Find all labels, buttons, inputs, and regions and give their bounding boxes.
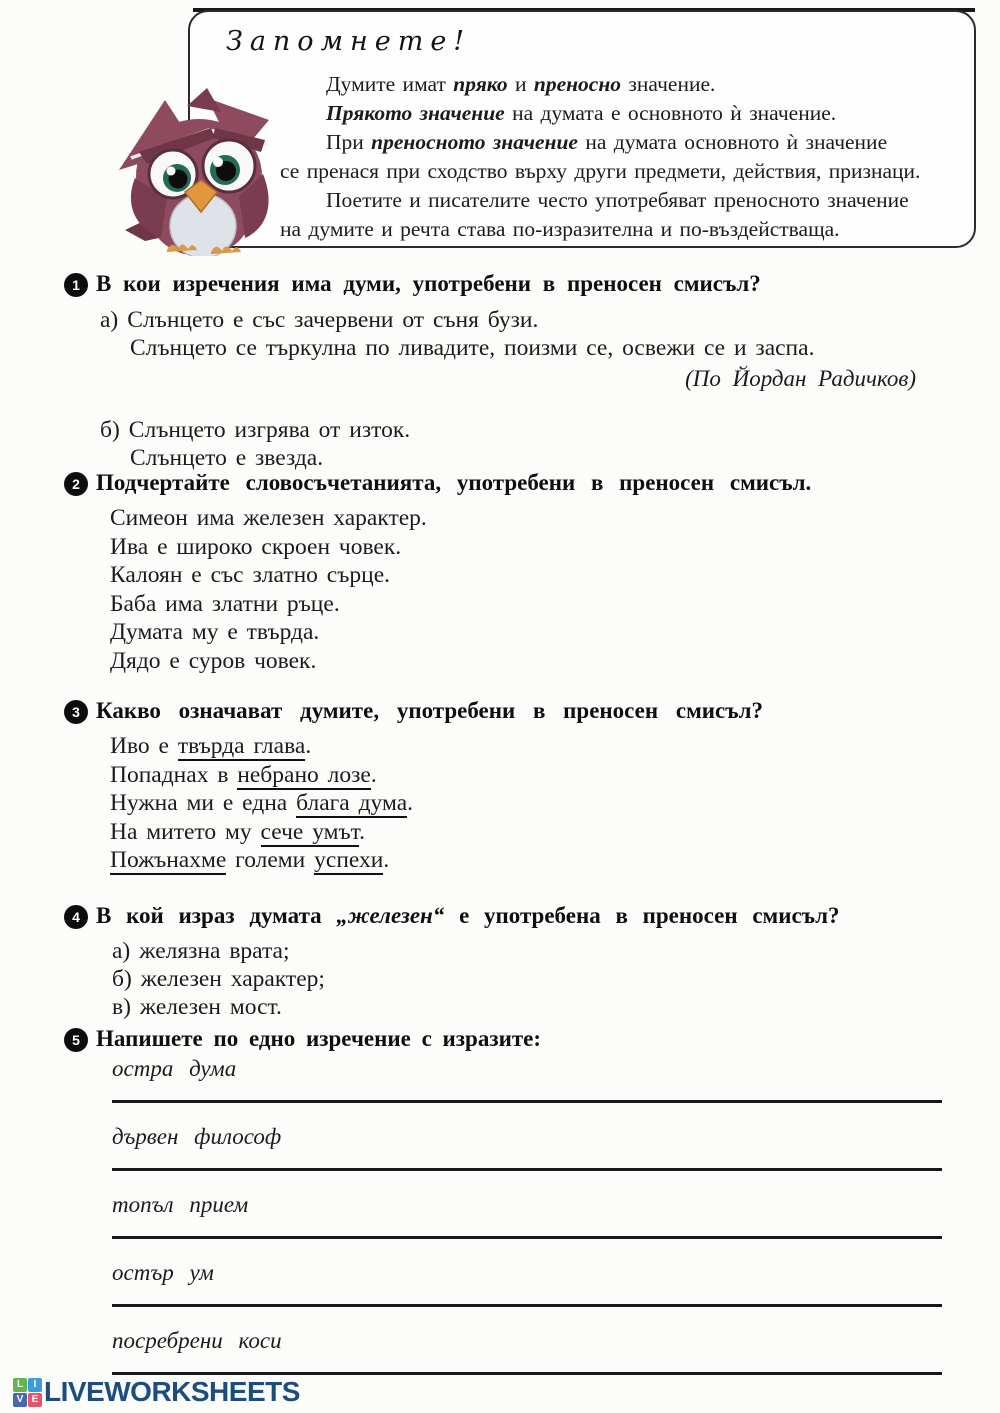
answer-option[interactable] bbox=[112, 993, 1000, 1021]
exercise-heading: Подчертайте словосъчетанията, употребени в преносен смисъл. bbox=[96, 470, 812, 495]
phrase-prompt: посребрени коси bbox=[112, 1328, 282, 1353]
sentence[interactable]: Баба има златни ръце. bbox=[110, 590, 340, 617]
answer-write-line[interactable] bbox=[112, 1100, 942, 1103]
exercise-5 bbox=[0, 1025, 1000, 1395]
exercise-2 bbox=[0, 469, 1000, 676]
exercise-number-badge: 1 bbox=[64, 273, 88, 297]
sentence: Слънцето е звезда. bbox=[130, 445, 324, 471]
exercise-number-badge: 5 bbox=[64, 1028, 88, 1052]
remember-line: Прякото значение на думата е основното ѝ значение. bbox=[326, 101, 837, 125]
write-block bbox=[112, 1055, 942, 1103]
remember-line: на думите и речта става по-изразителна и по-въздействаща. bbox=[280, 217, 840, 241]
remember-line: Поетите и писателите често употребяват преносното значение bbox=[326, 188, 909, 212]
sentence: Слънцето е със зачервени от съня бузи. bbox=[127, 307, 539, 333]
owl-mascot-icon bbox=[114, 78, 286, 256]
sentence[interactable]: Ива е широко скроен човек. bbox=[110, 533, 402, 560]
exercise-number-badge: 4 bbox=[64, 905, 88, 929]
answer-write-line[interactable] bbox=[112, 1236, 942, 1239]
option-label: в) bbox=[112, 994, 131, 1021]
answer-write-line[interactable] bbox=[112, 1372, 942, 1375]
sentence: Иво е твърда глава. bbox=[110, 733, 312, 759]
answer-write-line[interactable] bbox=[112, 1304, 942, 1307]
option-a-line bbox=[100, 306, 1000, 334]
exercise-heading: Какво означават думите, употребени в преносен смисъл? bbox=[96, 698, 764, 723]
sentence[interactable]: Калоян е със златно сърце. bbox=[110, 562, 391, 589]
phrase-prompt: топъл прием bbox=[112, 1192, 249, 1217]
sentence: Пожънахме големи успехи. bbox=[110, 847, 390, 874]
logo-square: I bbox=[28, 1378, 42, 1392]
remember-box-title: Запомнете! bbox=[226, 26, 472, 57]
answer-write-line[interactable] bbox=[112, 1168, 942, 1171]
logo-square: E bbox=[28, 1393, 42, 1407]
sentence[interactable]: Дядо е суров човек. bbox=[110, 647, 317, 674]
remember-line: Думите имат пряко и преносно значение. bbox=[326, 72, 716, 96]
sentence: Слънцето се търкулна по ливадите, поизми се, освежи се и заспа. bbox=[130, 335, 815, 361]
option-label: б) bbox=[112, 966, 132, 993]
remember-line: При преносното значение на думата основното ѝ значение bbox=[326, 130, 888, 154]
logo-square: V bbox=[13, 1393, 27, 1407]
sentence: Попаднах в небрано лозе. bbox=[110, 761, 377, 788]
option-text: железен мост. bbox=[139, 994, 282, 1021]
option-text: желязна врата; bbox=[139, 938, 290, 964]
liveworksheets-logo-text: LIVEWORKSHEETS bbox=[44, 1376, 300, 1407]
exercise-4 bbox=[0, 902, 1000, 1022]
exercise-heading: В кой израз думата „железен“ е употребена в преносен смисъл? bbox=[96, 903, 840, 928]
exercise-heading: Напишете по едно изречение с изразите: bbox=[96, 1026, 541, 1051]
option-label: а) bbox=[100, 307, 119, 333]
phrase-prompt: остра дума bbox=[112, 1056, 237, 1081]
write-blocks bbox=[112, 1055, 1000, 1375]
exercise-number-badge: 3 bbox=[64, 700, 88, 724]
write-block bbox=[112, 1191, 942, 1239]
sentence-list bbox=[110, 504, 1000, 676]
remember-line: се пренася при сходство върху други предмети, действия, признаци. bbox=[280, 159, 921, 183]
liveworksheets-logo-icon bbox=[13, 1378, 42, 1407]
sentence: Слънцето изгрява от изток. bbox=[128, 417, 411, 443]
write-block bbox=[112, 1259, 942, 1307]
remember-box bbox=[188, 10, 976, 248]
attribution: (По Йордан Радичков) bbox=[685, 366, 916, 391]
exercise-number-badge: 2 bbox=[64, 472, 88, 496]
phrase-prompt: дървен философ bbox=[112, 1124, 282, 1149]
option-b-line bbox=[100, 416, 1000, 444]
phrase-prompt: остър ум bbox=[112, 1260, 214, 1285]
answer-option[interactable] bbox=[112, 965, 1000, 993]
sentence: Нужна ми е една блага дума. bbox=[110, 790, 414, 817]
exercise-1 bbox=[0, 270, 1000, 472]
write-block bbox=[112, 1123, 942, 1171]
option-list bbox=[112, 937, 1000, 1022]
sentence: На митето му сече умът. bbox=[110, 818, 366, 845]
sentence[interactable]: Думата му е твърда. bbox=[110, 619, 320, 646]
write-block bbox=[112, 1327, 942, 1375]
exercise-heading: В кои изречения има думи, употребени в преносен смисъл? bbox=[96, 271, 761, 296]
remember-box-text bbox=[280, 70, 958, 244]
sentence[interactable]: Симеон има железен характер. bbox=[110, 505, 427, 531]
answer-option[interactable] bbox=[112, 937, 1000, 965]
liveworksheets-logo[interactable] bbox=[13, 1377, 300, 1407]
logo-square: L bbox=[13, 1378, 27, 1392]
option-label: а) bbox=[112, 938, 131, 964]
option-text: железен характер; bbox=[140, 966, 325, 993]
option-label: б) bbox=[100, 417, 120, 443]
exercise-3 bbox=[0, 697, 1000, 875]
